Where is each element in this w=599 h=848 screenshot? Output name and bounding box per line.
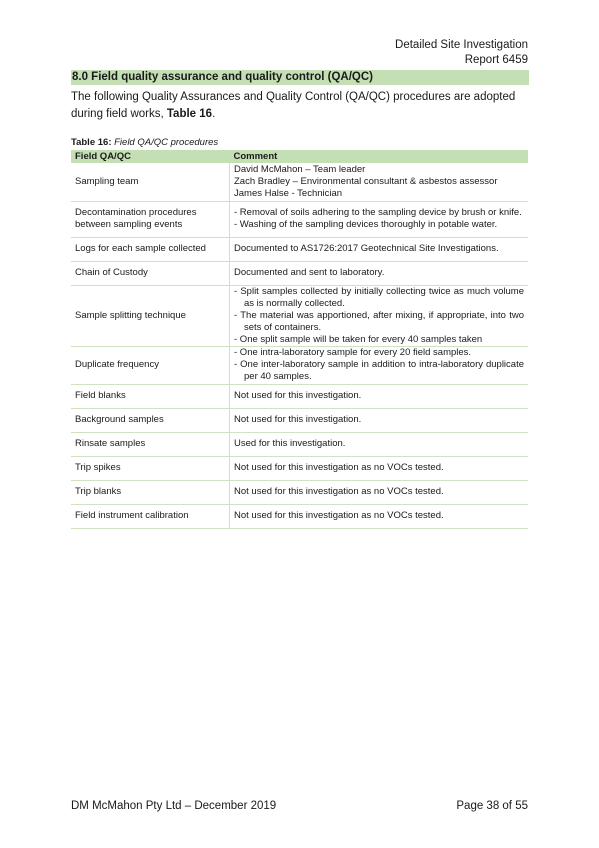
table-row	[71, 480, 528, 504]
comment-cell	[230, 432, 529, 456]
field-cell: Background samples	[71, 408, 230, 432]
table-row	[71, 408, 528, 432]
comment-line: - One inter-laboratory sample in addition to intra-laboratory duplicate per 40 samples.	[234, 359, 524, 382]
header-document-title: Detailed Site Investigation	[395, 39, 528, 51]
comment-line: - The material was apportioned, after mixing, if appropriate, into two sets of containers.	[234, 309, 524, 333]
table-row	[71, 201, 528, 237]
comment-cell	[230, 456, 529, 480]
comment-cell	[230, 504, 529, 528]
comment-line: Not used for this investigation as no VOCs tested.	[234, 510, 444, 521]
qaqc-table	[71, 150, 528, 529]
comment-line: - Washing of the sampling devices thoroughly in potable water.	[234, 219, 498, 230]
comment-cell	[230, 285, 529, 346]
field-cell: Field instrument calibration	[71, 504, 230, 528]
comment-cell	[230, 163, 529, 201]
intro-end: .	[212, 108, 216, 120]
table-row	[71, 504, 528, 528]
comment-line: Used for this investigation.	[234, 438, 346, 449]
intro-table-reference: Table 16	[166, 108, 213, 120]
comment-line: Documented to AS1726:2017 Geotechnical Site Investigations.	[234, 243, 499, 254]
comment-line: Not used for this investigation.	[234, 414, 362, 425]
table-row	[71, 456, 528, 480]
comment-line: David McMahon – Team leader	[234, 163, 366, 175]
comment-line: - One intra-laboratory sample for every 20 field samples.	[234, 347, 472, 358]
table-header-row	[71, 150, 528, 163]
field-cell: Chain of Custody	[71, 261, 230, 285]
comment-cell	[230, 237, 529, 261]
field-cell: Logs for each sample collected	[71, 237, 230, 261]
comment-line: Documented and sent to laboratory.	[234, 267, 385, 278]
comment-cell	[230, 480, 529, 504]
table-caption-label: Table 16:	[71, 137, 112, 148]
field-cell: Sampling team	[71, 163, 230, 201]
footer-company-date: DM McMahon Pty Ltd – December 2019	[71, 800, 277, 812]
field-cell: Sample splitting technique	[71, 285, 230, 346]
comment-line: Not used for this investigation as no VOCs tested.	[234, 486, 444, 497]
table-body	[71, 163, 528, 528]
table-row	[71, 237, 528, 261]
comment-cell	[230, 261, 529, 285]
field-cell: Field blanks	[71, 384, 230, 408]
comment-cell	[230, 346, 529, 384]
comment-cell	[230, 408, 529, 432]
table-row	[71, 285, 528, 346]
field-cell: Trip blanks	[71, 480, 230, 504]
comment-line: - One split sample will be taken for every 40 samples taken	[234, 333, 483, 345]
intro-text: The following Quality Assurances and Quality Control (QA/QC) procedures are adopted during field works,	[71, 91, 516, 120]
comment-line: Zach Bradley – Environmental consultant & asbestos assessor	[234, 175, 498, 187]
table-caption	[71, 137, 218, 149]
comment-line: - Removal of soils adhering to the sampling device by brush or knife.	[234, 207, 522, 218]
section-heading: 8.0 Field quality assurance and quality control (QA/QC)	[71, 70, 529, 85]
header-report-number: Report 6459	[464, 54, 528, 66]
comment-line: Not used for this investigation as no VOCs tested.	[234, 462, 444, 473]
comment-line: - Split samples collected by initially collecting twice as much volume as is normally collected.	[234, 285, 524, 309]
column-header-comment: Comment	[230, 150, 529, 163]
field-cell: Decontamination procedures between sampling events	[71, 201, 230, 237]
comment-cell	[230, 201, 529, 237]
intro-paragraph	[71, 89, 528, 123]
field-cell: Trip spikes	[71, 456, 230, 480]
table-caption-title: Field QA/QC procedures	[114, 137, 219, 148]
column-header-field: Field QA/QC	[71, 150, 230, 163]
field-cell: Duplicate frequency	[71, 346, 230, 384]
footer-page-number: Page 38 of 55	[456, 800, 528, 812]
comment-line: Not used for this investigation.	[234, 390, 362, 401]
table-row	[71, 384, 528, 408]
table-row	[71, 163, 528, 201]
comment-line: James Halse - Technician	[234, 187, 343, 199]
comment-cell	[230, 384, 529, 408]
field-cell: Rinsate samples	[71, 432, 230, 456]
page-header	[395, 38, 528, 68]
table-row	[71, 346, 528, 384]
page-footer	[71, 799, 528, 814]
table-row	[71, 432, 528, 456]
table-row	[71, 261, 528, 285]
